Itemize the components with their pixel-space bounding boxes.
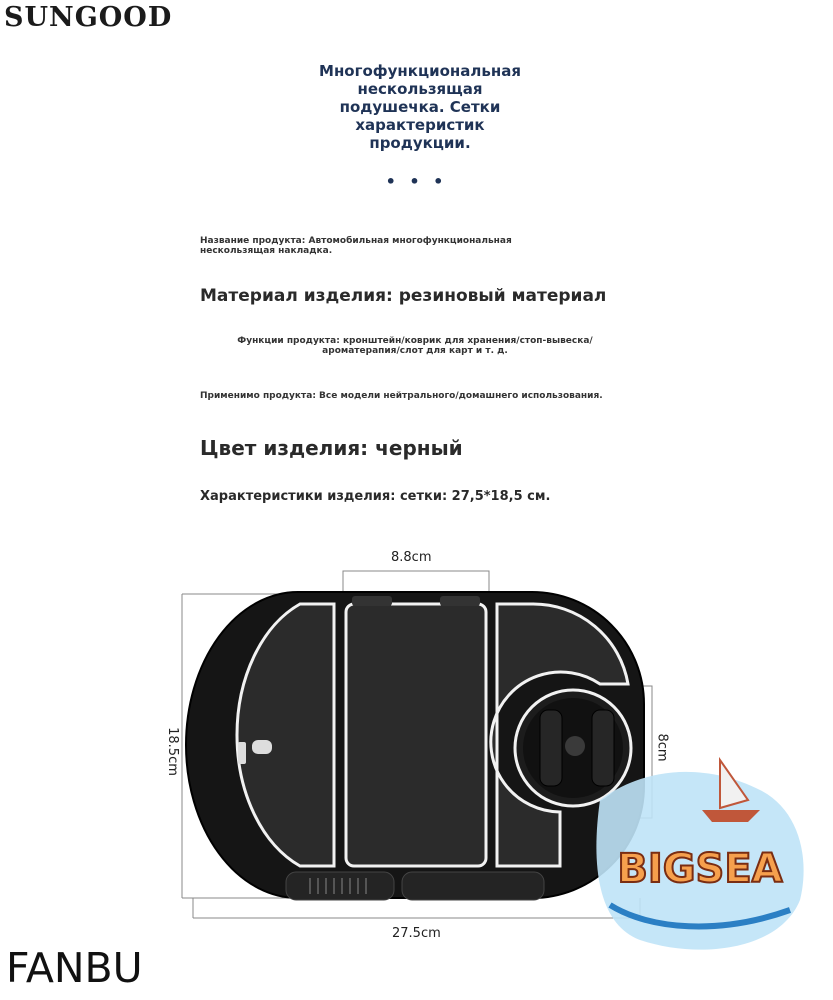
headline-line: продукции. — [369, 134, 471, 152]
headline-line: характеристик — [355, 116, 485, 134]
spec-color: Цвет изделия: черный — [200, 436, 463, 460]
dim-top-width: 8.8cm — [391, 550, 432, 565]
footer-brand: FANBU — [6, 944, 143, 992]
headline-line: подушечка. Сетки — [339, 98, 501, 116]
car-pad — [186, 592, 644, 900]
spec-functions: Функции продукта: кронштейн/коврик для хранения/стоп-вывеска/ароматерапия/слот для карт и т. д. — [237, 336, 593, 356]
spec-material: Материал изделия: резиновый материал — [200, 286, 607, 306]
divider-dots: • • • — [385, 172, 448, 191]
brand-logo: SUNGOOD — [4, 2, 173, 33]
spec-product-name: Название продукта: Автомобильная многофункциональная нескользящая накладка. — [200, 236, 512, 256]
dim-holder: 8cm — [654, 733, 670, 762]
dim-width: 27.5cm — [392, 926, 441, 941]
spec-applicable: Применимо продукта: Все модели нейтрального/домашнего использования. — [200, 391, 603, 401]
headline-line: Многофункциональная — [319, 62, 521, 80]
middle-compartment — [346, 604, 486, 866]
watermark-text: BIGSEA — [617, 846, 783, 892]
bigsea-watermark — [596, 760, 803, 950]
headline-line: нескользящая — [357, 80, 483, 98]
dim-height: 18.5cm — [164, 727, 180, 776]
spec-size: Характеристики изделия: сетки: 27,5*18,5 см. — [200, 489, 551, 504]
